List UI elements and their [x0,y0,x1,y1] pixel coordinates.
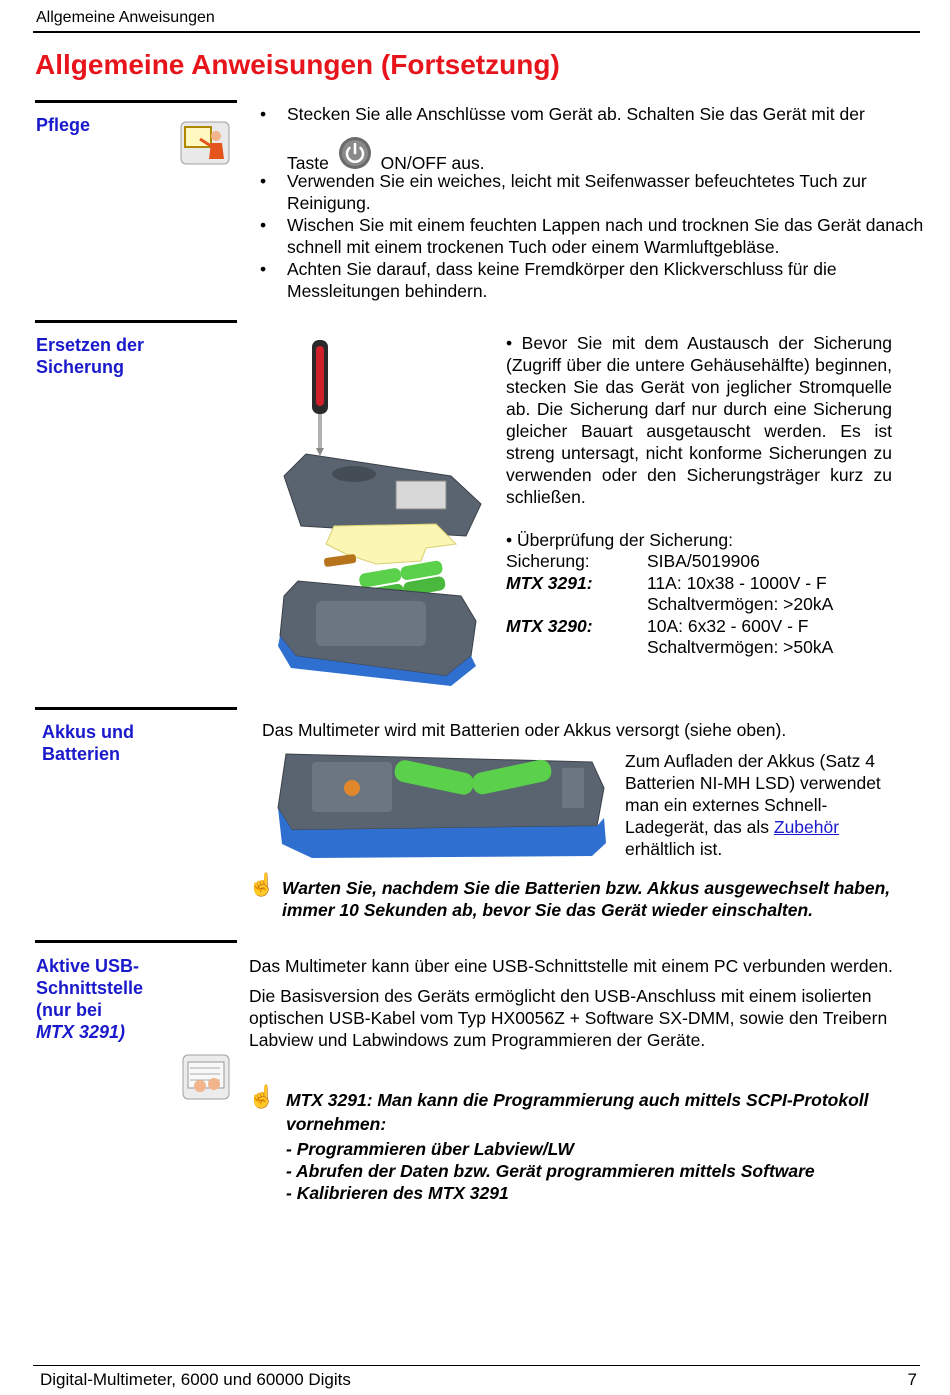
section-divider-akkus [35,707,237,710]
sicherung-check-title: • Überprüfung der Sicherung: [506,530,733,550]
usb-paragraph-1: Das Multimeter kann über eine USB-Schnittstelle mit einem PC verbunden werden. [249,956,893,976]
list-item: - Kalibrieren des MTX 3291 [286,1183,509,1203]
section-label-usb-line-2: Schnittstelle [36,978,144,998]
section-label-pflege: Pflege [36,115,91,135]
section-label-sicherung-line-1: Ersetzen der [36,335,145,355]
hand-pointer-icon: ☝ [248,1084,276,1109]
accessories-link[interactable]: Zubehör [773,817,840,837]
section-label-usb [36,955,143,1043]
fuse-spec-value: 10A: 6x32 - 600V - F [647,615,809,636]
list-item [260,214,927,258]
section-label-akkus [42,721,134,765]
section-label-usb-line-1: Aktive USB- [36,956,140,976]
section-label-akkus-line-1: Akkus und [42,722,135,742]
akkus-side-text [625,750,910,860]
section-label-usb-line-4: MTX 3291) [36,1022,126,1042]
list-item [260,103,927,173]
fuse-spec-key: Sicherung: [506,551,590,571]
akkus-side-text-pre: Zum Aufladen der Akkus (Satz 4 Batterien NI-MH LSD) verwendet man ein externes Schnell-Ladegerät, das als [625,751,881,837]
section-label-sicherung [36,334,144,378]
header-divider [33,31,920,33]
table-row [506,616,833,638]
list-item [260,258,927,302]
fuse-spec-key: MTX 3290: [506,615,593,636]
table-row [506,594,833,616]
pflege-list [260,103,927,302]
page-title: Allgemeine Anweisungen (Fortsetzung) [35,49,560,80]
table-row [506,637,833,659]
section-divider-sicherung [35,320,237,323]
footer-text: Digital-Multimeter, 6000 und 60000 Digits [40,1370,351,1389]
pflege-bullet-3: Wischen Sie mit einem feuchten Lappen nach und trocknen Sie das Gerät danach schnell mit einem trockenen Tuch oder einem Warmluftgebläse. [287,215,924,257]
battery-compartment-illustration [272,748,608,860]
section-divider-pflege [35,100,237,103]
bullet: • [260,215,267,235]
fuse-replacement-illustration [276,336,496,686]
pflege-bullet-2: Verwenden Sie ein weiches, leicht mit Seifenwasser befeuchtetes Tuch zur Reinigung. [287,171,867,213]
bullet: • [260,171,267,191]
akkus-side-text-post: erhältlich ist. [625,839,723,859]
fuse-spec-value: Schaltvermögen: >50kA [647,637,834,657]
table-row [506,551,833,573]
bullet: • [260,104,267,124]
list-item: - Abrufen der Daten bzw. Gerät programmieren mittels Software [286,1161,815,1181]
list-item: - Programmieren über Labview/LW [286,1139,574,1159]
fuse-spec-value: SIBA/5019906 [647,551,760,571]
section-label-sicherung-line-2: Sicherung [36,357,125,377]
table-row [506,573,833,595]
teacher-icon [180,121,230,165]
usb-paragraph-2: Die Basisversion des Geräts ermöglicht den USB-Anschluss mit einem isolierten optischen USB-Kabel vom Typ HX0056Z + Software SX-DMM, sowie den Treibern Labview und Labwindows zum Programmieren der Geräte. [249,986,888,1050]
fuse-spec-key: MTX 3291: [506,572,593,593]
sicherung-check [506,529,906,659]
akkus-warning-note: Warten Sie, nachdem Sie die Batterien bzw. Akkus ausgewechselt haben, immer 10 Sekunden ab, bevor Sie das Gerät wieder einschalten. [282,878,891,920]
running-header: Allgemeine Anweisungen [36,9,215,26]
usb-content [249,955,921,1051]
section-divider-usb [35,940,237,943]
bullet: • [260,259,267,279]
pflege-bullet-1-pre: Taste [287,153,329,173]
fuse-spec-table [506,551,833,659]
usb-note-title: MTX 3291: Man kann die Programmierung auch mittels SCPI-Protokoll vornehmen: [286,1090,869,1134]
pflege-bullet-4: Achten Sie darauf, dass keine Fremdkörper den Klickverschluss für die Messleitungen behindern. [287,259,837,301]
computer-keyboard-icon [182,1054,230,1100]
list-item [260,170,927,214]
pflege-bullet-1-line-1: Stecken Sie alle Anschlüsse vom Gerät ab. Schalten Sie das Gerät mit der [287,104,865,124]
hand-pointer-icon: ☝ [248,872,276,897]
pflege-bullet-1-post: ON/OFF aus. [380,153,485,173]
section-label-usb-line-3: (nur bei [36,1000,102,1020]
page-number: 7 [907,1370,917,1389]
sicherung-paragraph: • Bevor Sie mit dem Austausch der Sicherung (Zugriff über die untere Gehäusehälfte) beginnen, stecken Sie das Gerät von jeglicher Stromquelle ab. Die Sicherung darf nur durch eine Sicherung gleicher Bauart ausgetauscht werden. Es ist streng untersagt, nicht konforme Sicherungen zu verwenden oder den Sicherungsträger kurz zu schließen. [506,333,892,507]
akkus-intro: Das Multimeter wird mit Batterien oder Akkus versorgt (siehe oben). [262,720,787,740]
usb-note-list [286,1138,926,1204]
footer-divider [33,1365,920,1366]
section-label-akkus-line-2: Batterien [42,744,121,764]
power-button-icon [338,136,372,170]
fuse-spec-value: 11A: 10x38 - 1000V - F [647,572,827,593]
fuse-spec-value: Schaltvermögen: >20kA [647,594,834,614]
